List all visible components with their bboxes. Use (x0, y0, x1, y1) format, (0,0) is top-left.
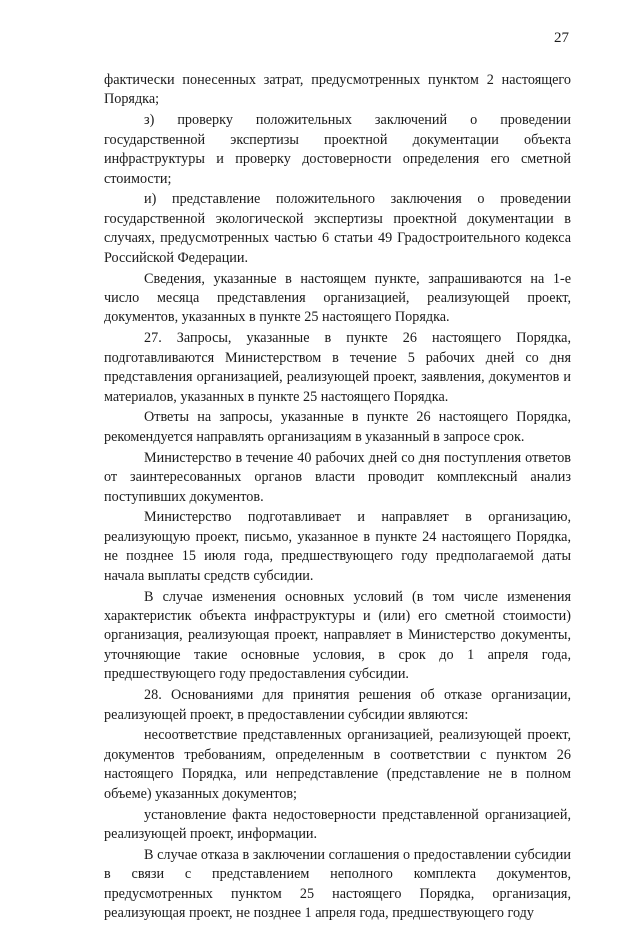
paragraph: 28. Основаниями для принятия решения об отказе организации, реализующей проект, в предоставлении субсидии являются: (104, 687, 571, 723)
paragraph: установление факта недостоверности представленной организацией, реализующей проект, информации. (104, 806, 571, 842)
paragraph: Министерство в течение 40 рабочих дней со дня поступления ответов от заинтересованных органов власти проводит комплексный анализ поступивших документов. (104, 449, 571, 505)
paragraph: В случае отказа в заключении соглашения о предоставлении субсидии в связи с представлением неполного комплекта документов, предусмотренных пунктом 25 настоящего Порядка, организация, реализующая проект, не позднее 1 апреля года, предшествующего году (104, 846, 571, 922)
paragraph: В случае изменения основных условий (в том числе изменения характеристик объекта инфраструктуры и (или) его сметной стоимости) организация, реализующая проект, направляет в Министерство документы, уточняющие такие основные условия, в срок до 1 апреля года, предшествующего году предоставления субсидии. (104, 588, 571, 683)
paragraph: Ответы на запросы, указанные в пункте 26 настоящего Порядка, рекомендуется направлять организациям в указанный в запросе срок. (104, 409, 571, 445)
paragraph: Сведения, указанные в настоящем пункте, запрашиваются на 1-е число месяца представления организацией, реализующей проект, документов, указанных в пункте 25 настоящего Порядка. (104, 270, 571, 326)
paragraph: Министерство подготавливает и направляет в организацию, реализующую проект, письмо, указанное в пункте 24 настоящего Порядка, не позднее 15 июля года, предшествующего году предполагаемой даты начала выплаты средств субсидии. (104, 509, 571, 584)
paragraph: и) представление положительного заключения о проведении государственной экологической экспертизы проектной документации в случаях, предусмотренных частью 6 статьи 49 Градостроительного кодекса Российской Федерации. (104, 191, 571, 266)
paragraph: 27. Запросы, указанные в пункте 26 настоящего Порядка, подготавливаются Министерством в течение 5 рабочих дней со дня представления организацией, реализующей проект, заявления, документов и материалов, указанных в пункте 25 настоящего Порядка. (104, 330, 571, 405)
document-body (104, 71, 571, 925)
paragraph: з) проверку положительных заключений о проведении государственной экспертизы проектной документации объекта инфраструктуры и проверку достоверности определения его сметной стоимости; (104, 112, 571, 187)
page-number: 27 (554, 30, 569, 46)
paragraph: фактически понесенных затрат, предусмотренных пунктом 2 настоящего Порядка; (104, 72, 571, 108)
paragraph: несоответствие представленных организацией, реализующей проект, документов требованиям, определенным в соответствии с пунктом 26 настоящего Порядка, или непредставление (представление не в полном объеме) указанных документов; (104, 727, 571, 802)
